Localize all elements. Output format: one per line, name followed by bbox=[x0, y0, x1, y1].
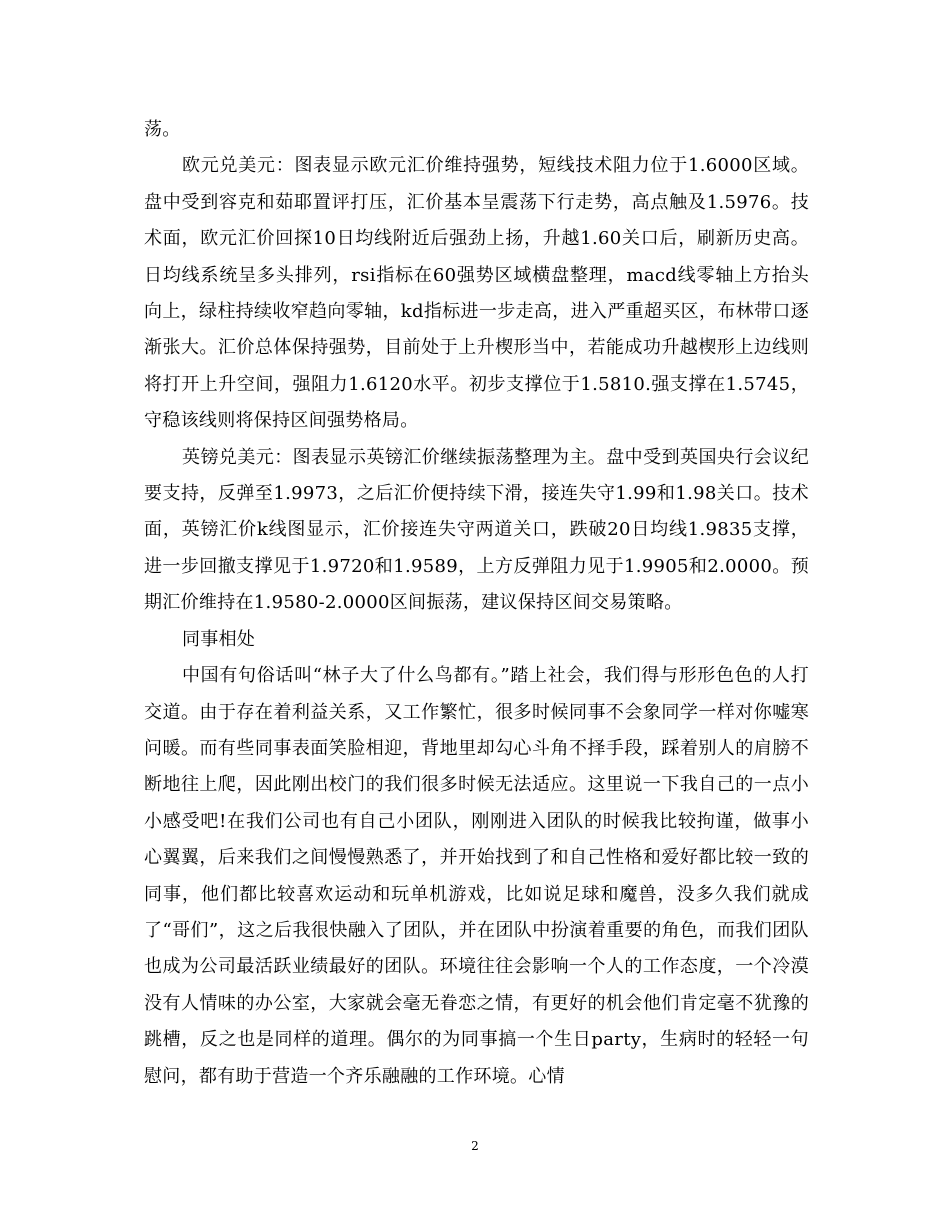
section-heading-colleagues: 同事相处 bbox=[182, 628, 256, 650]
paragraph-eur-usd: 欧元兑美元：图表显示欧元汇价维持强势，短线技术阻力位于1.6000区域。盘中受到容克和茹耶置评打压，汇价基本呈震荡下行走势，高点触及1.5976。技术面，欧元汇价回探10日均线附近后强劲上扬，升越1.60关口后，刷新历史高。日均线系统呈多头排列，rsi指标在60强势区域横盘整理，macd线零轴上方抬头向上，绿柱持续收窄趋向零轴，kd指标进一步走高，进入严重超买区，布林带口逐渐张大。汇价总体保持强势，目前处于上升楔形当中，若能成功升越楔形上边线则将打开上升空间，强阻力1.6120水平。初步支撑位于1.5810.强支撑在1.5745，守稳该线则将保持区间强势格局。 bbox=[144, 155, 809, 432]
paragraph-colleagues: 中国有句俗话叫“林子大了什么鸟都有。”踏上社会，我们得与形形色色的人打交道。由于存在着利益关系，又工作繁忙，很多时候同事不会象同学一样对你嘘寒问暖。而有些同事表面笑脸相迎，背地里却勾心斗角不择手段，踩着别人的肩膀不断地往上爬，因此刚出校门的我们很多时候无法适应。这里说一下我自己的一点小小感受吧!在我们公司也有自己小团队，刚刚进入团队的时候我比较拘谨，做事小心翼翼，后来我们之间慢慢熟悉了，并开始找到了和自己性格和爱好都比较一致的同事，他们都比较喜欢运动和玩单机游戏，比如说足球和魔兽，没多久我们就成了“哥们”，这之后我很快融入了团队，并在团队中扮演着重要的角色，而我们团队也成为公司最活跃业绩最好的团队。环境往往会影响一个人的工作态度，一个冷漠没有人情味的办公室，大家就会毫无眷恋之情，有更好的机会他们肯定毫不犹豫的跳槽，反之也是同样的道理。偶尔的为同事搞一个生日party，生病时的轻轻一句慰问，都有助于营造一个齐乐融融的工作环境。心情 bbox=[144, 665, 809, 1087]
page-number: 2 bbox=[471, 1139, 479, 1153]
document-body bbox=[144, 112, 809, 1095]
paragraph-continuation: 荡。 bbox=[144, 119, 181, 140]
paragraph-gbp-usd: 英镑兑美元：图表显示英镑汇价继续振荡整理为主。盘中受到英国央行会议纪要支持，反弹至1.9973，之后汇价便持续下滑，接连失守1.99和1.98关口。技术面，英镑汇价k线图显示，汇价接连失守两道关口，跌破20日均线1.9835支撑，进一步回撤支撑见于1.9720和1.9589，上方反弹阻力见于1.9905和2.0000。预期汇价维持在1.9580-2.0000区间振荡，建议保持区间交易策略。 bbox=[144, 446, 809, 614]
